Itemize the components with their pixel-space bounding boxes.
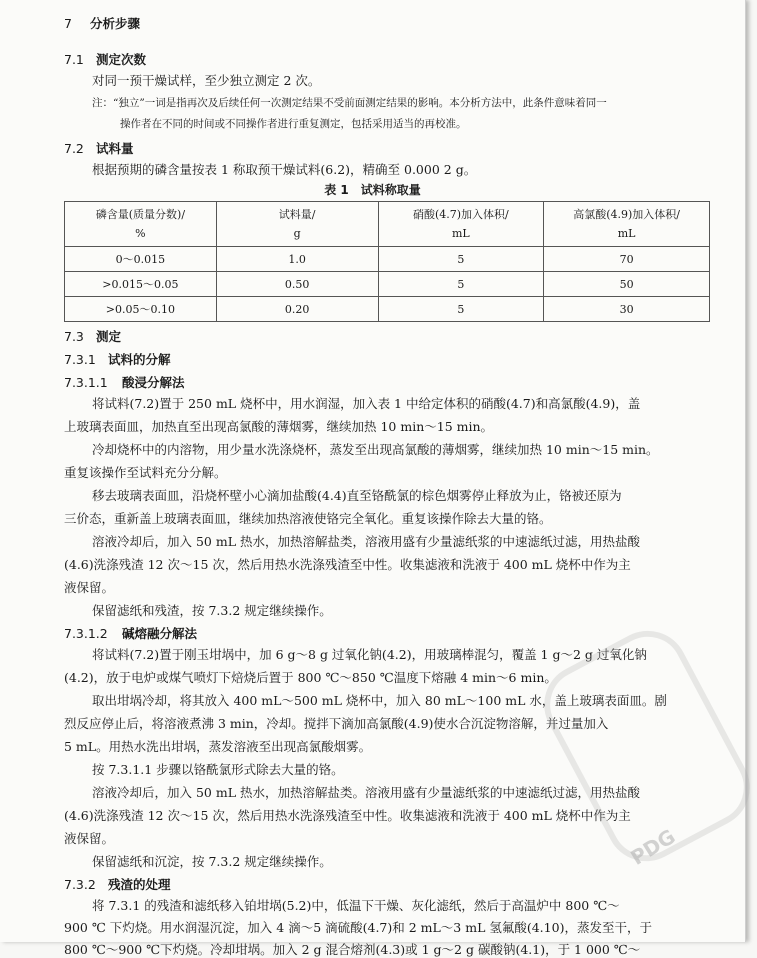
paragraph-line: 三价态，重新盖上玻璃表面皿，继续加热溶液使铬完全氧化。重复该操作除去大量的铬。 (64, 511, 552, 526)
section-heading: 7.1 测定次数 (64, 52, 147, 67)
paragraph-line: 液保留。 (64, 831, 115, 846)
table-cell: 0～0.015 (65, 247, 217, 272)
paragraph-line: 重复该操作至试料充分分解。 (64, 465, 227, 480)
watermark (551, 640, 731, 890)
table-header-row (65, 202, 710, 247)
paragraph-line: 移去玻璃表面皿，沿烧杯壁小心滴加盐酸(4.4)直至铬酰氯的棕色烟雾停止释放为止，铬被还原为 (92, 488, 622, 503)
paragraph-line: 保留滤纸和残渣，按 7.3.2 规定继续操作。 (92, 603, 332, 618)
paragraph-line: 800 ℃～900 ℃下灼烧。冷却坩埚。加入 2 g 混合熔剂(4.3)或 1 g～2 g 碳酸钠(4.1)，于 1 000 ℃～ (64, 942, 641, 957)
section-heading: 7.3.2 残渣的处理 (64, 877, 171, 892)
table-caption: 表 1 试料称取量 (324, 183, 421, 197)
section-heading: 7.3 测定 (64, 329, 122, 344)
section-heading: 7.3.1 试料的分解 (64, 352, 171, 367)
paragraph-line: 烈反应停止后，将溶液煮沸 3 min，冷却。搅拌下滴加高氯酸(4.9)使水合沉淀物溶解，并过量加入 (64, 716, 609, 731)
paragraph-line: 溶液冷却后，加入 50 mL 热水，加热溶解盐类，溶液用盛有少量滤纸浆的中速滤纸过滤，用热盐酸 (92, 534, 640, 549)
table-cell: 5 (378, 272, 544, 297)
section-heading: 7.3.1.2 碱熔融分解法 (64, 626, 198, 641)
paragraph-line: 液保留。 (64, 580, 115, 595)
paragraph: 根据预期的磷含量按表 1 称取预干燥试料(6.2)，精确至 0.000 2 g。 (92, 162, 477, 177)
paragraph-line: (4.6)洗涤残渣 12 次～15 次，然后用热水洗涤残渣至中性。收集滤液和洗液于 400 mL 烧杯中作为主 (64, 808, 631, 823)
note: 操作者在不同的时间或不同操作者进行重复测定，包括采用适当的再校准。 (120, 118, 467, 130)
paragraph-line: 冷却烧杯中的内溶物，用少量水洗涤烧杯，蒸发至出现高氯酸的薄烟雾，继续加热 10 min～15 min。 (92, 442, 659, 457)
paragraph-line: (4.2)，放于电炉或煤气喷灯下焙烧后置于 800 ℃～850 ℃温度下熔融 4 min～6 min。 (64, 670, 557, 685)
paragraph-line: 将 7.3.1 的残渣和滤纸移入铂坩埚(5.2)中，低温下干燥、灰化滤纸，然后于高温炉中 800 ℃～ (92, 898, 620, 913)
paragraph-line: 将试料(7.2)置于 250 mL 烧杯中，用水润湿，加入表 1 中给定体积的硝酸(4.7)和高氯酸(4.9)，盖 (92, 396, 641, 411)
table-cell: 1.0 (216, 247, 378, 272)
paragraph-line: 上玻璃表面皿，加热直至出现高氯酸的薄烟雾，继续加热 10 min～15 min。 (64, 419, 494, 434)
table-cell: 30 (544, 297, 710, 322)
paragraph-line: 按 7.3.1.1 步骤以铬酰氯形式除去大量的铬。 (92, 762, 344, 777)
table-row (65, 247, 710, 272)
sample-mass-table (64, 201, 710, 322)
watermark-stamp (530, 617, 757, 876)
table-header-cell: 试料量/ g (216, 202, 378, 247)
paragraph-line: 溶液冷却后，加入 50 mL 热水，加热溶解盐类。溶液用盛有少量滤纸浆的中速滤纸过滤，用热盐酸 (92, 785, 640, 800)
table-header-cell: 高氯酸(4.9)加入体积/ mL (544, 202, 710, 247)
table-cell: 0.50 (216, 272, 378, 297)
section-heading: 7.2 试料量 (64, 141, 134, 156)
section-heading: 7 分析步骤 (64, 16, 141, 31)
table-cell: >0.05～0.10 (65, 297, 217, 322)
table-cell: 70 (544, 247, 710, 272)
paragraph-line: 取出坩埚冷却，将其放入 400 mL～500 mL 烧杯中，加入 80 mL～100 mL 水，盖上玻璃表面皿。剧 (92, 693, 667, 708)
watermark-text: PDG (626, 824, 680, 870)
paragraph-line: (4.6)洗涤残渣 12 次～15 次，然后用热水洗涤残渣至中性。收集滤液和洗液于 400 mL 烧杯中作为主 (64, 557, 631, 572)
paragraph-line: 900 ℃ 下灼烧。用水润湿沉淀，加入 4 滴～5 滴硫酸(4.7)和 2 mL～3 mL 氢氟酸(4.10)，蒸发至干，于 (64, 920, 652, 935)
table-cell: 5 (378, 297, 544, 322)
table-cell: >0.015～0.05 (65, 272, 217, 297)
table-header-cell: 硝酸(4.7)加入体积/ mL (378, 202, 544, 247)
paragraph-line: 将试料(7.2)置于刚玉坩埚中，加 6 g～8 g 过氧化钠(4.2)，用玻璃棒混匀，覆盖 1 g～2 g 过氧化钠 (92, 647, 647, 662)
table-cell: 5 (378, 247, 544, 272)
paragraph: 对同一预干燥试样，至少独立测定 2 次。 (92, 73, 321, 88)
table-row (65, 297, 710, 322)
paragraph-line: 5 mL。用热水洗出坩埚，蒸发溶液至出现高氯酸烟雾。 (64, 739, 372, 754)
table-header-cell: 磷含量(质量分数)/ % (65, 202, 217, 247)
table-cell: 50 (544, 272, 710, 297)
paragraph-line: 保留滤纸和沉淀，按 7.3.2 规定继续操作。 (92, 854, 332, 869)
table-row (65, 272, 710, 297)
section-heading: 7.3.1.1 酸浸分解法 (64, 375, 185, 390)
table-cell: 0.20 (216, 297, 378, 322)
note: 注：“独立”一词是指再次及后续任何一次测定结果不受前面测定结果的影响。本分析方法中，此条件意味着同一 (92, 97, 607, 109)
